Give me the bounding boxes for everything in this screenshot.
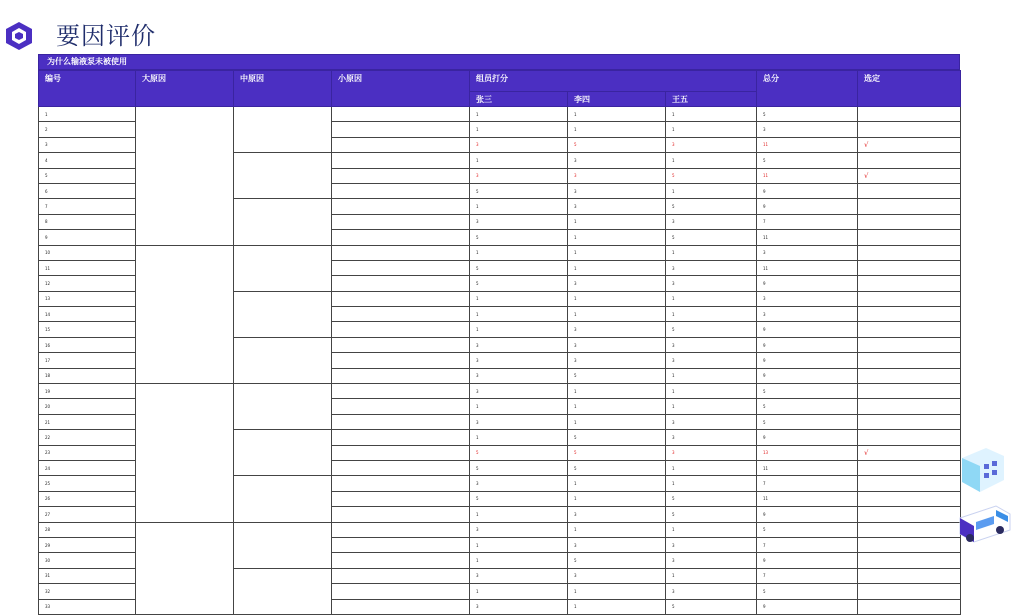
score-cell: 3 (568, 183, 666, 198)
score-cell: 5 (470, 260, 568, 275)
total-cell: 9 (757, 553, 858, 568)
score-cell: 1 (470, 537, 568, 552)
select-cell (858, 491, 961, 506)
score-cell: 5 (568, 445, 666, 460)
total-cell: 5 (757, 584, 858, 599)
select-cell (858, 230, 961, 245)
score-cell: 3 (666, 445, 757, 460)
score-cell: 3 (470, 168, 568, 183)
row-number-cell: 15 (39, 322, 136, 337)
mid-cause-cell (234, 291, 332, 337)
score-cell: 1 (470, 584, 568, 599)
score-cell: 1 (666, 153, 757, 168)
score-cell: 3 (568, 199, 666, 214)
select-cell (858, 476, 961, 491)
select-cell (858, 153, 961, 168)
score-cell: 1 (470, 507, 568, 522)
total-cell: 9 (757, 368, 858, 383)
small-cause-cell (332, 199, 470, 214)
score-cell: 1 (470, 122, 568, 137)
score-cell: 3 (470, 214, 568, 229)
total-cell: 9 (757, 183, 858, 198)
row-number-cell: 20 (39, 399, 136, 414)
score-cell: 5 (666, 168, 757, 183)
score-cell: 1 (568, 307, 666, 322)
select-cell (858, 322, 961, 337)
small-cause-cell (332, 122, 470, 137)
small-cause-cell (332, 307, 470, 322)
select-cell (858, 599, 961, 614)
score-cell: 3 (470, 599, 568, 614)
select-cell (858, 553, 961, 568)
score-cell: 5 (568, 430, 666, 445)
row-number-cell: 9 (39, 230, 136, 245)
score-cell: 5 (470, 460, 568, 475)
score-cell: 3 (666, 337, 757, 352)
score-cell: 3 (666, 414, 757, 429)
score-cell: 3 (666, 584, 757, 599)
score-cell: 5 (666, 199, 757, 214)
row-number-cell: 11 (39, 260, 136, 275)
big-cause-cell (136, 522, 234, 614)
score-cell: 1 (666, 460, 757, 475)
total-cell: 5 (757, 384, 858, 399)
check-mark-icon: √ (864, 171, 869, 180)
score-cell: 3 (666, 553, 757, 568)
select-cell (858, 537, 961, 552)
mid-cause-cell (234, 245, 332, 291)
mid-cause-cell (234, 568, 332, 614)
score-cell: 3 (666, 537, 757, 552)
total-cell: 5 (757, 153, 858, 168)
table-body (39, 107, 961, 615)
row-number-cell: 31 (39, 568, 136, 583)
total-cell: 3 (757, 122, 858, 137)
col-header-mid-cause: 中原因 (234, 71, 332, 107)
small-cause-cell (332, 322, 470, 337)
mid-cause-cell (234, 107, 332, 153)
score-cell: 5 (470, 183, 568, 198)
score-cell: 3 (568, 276, 666, 291)
total-cell: 13 (757, 445, 858, 460)
total-cell: 11 (757, 137, 858, 152)
row-number-cell: 13 (39, 291, 136, 306)
row-number-cell: 6 (39, 183, 136, 198)
row-number-cell: 23 (39, 445, 136, 460)
score-cell: 1 (568, 245, 666, 260)
score-cell: 5 (568, 137, 666, 152)
total-cell: 9 (757, 199, 858, 214)
score-cell: 1 (666, 291, 757, 306)
row-number-cell: 14 (39, 307, 136, 322)
select-cell (858, 199, 961, 214)
score-cell: 1 (568, 214, 666, 229)
small-cause-cell (332, 245, 470, 260)
score-cell: 1 (666, 245, 757, 260)
small-cause-cell (332, 230, 470, 245)
small-cause-cell (332, 460, 470, 475)
mid-cause-cell (234, 199, 332, 245)
score-cell: 1 (470, 291, 568, 306)
slide-header (0, 0, 1024, 52)
total-cell: 7 (757, 568, 858, 583)
row-number-cell: 30 (39, 553, 136, 568)
score-cell: 1 (666, 122, 757, 137)
row-number-cell: 32 (39, 584, 136, 599)
col-header-no: 编号 (39, 71, 136, 107)
select-cell (858, 214, 961, 229)
score-cell: 3 (568, 322, 666, 337)
row-number-cell: 7 (39, 199, 136, 214)
score-cell: 3 (568, 507, 666, 522)
score-cell: 1 (666, 568, 757, 583)
small-cause-cell (332, 522, 470, 537)
score-cell: 3 (470, 368, 568, 383)
col-header-small-cause: 小原因 (332, 71, 470, 107)
score-cell: 3 (470, 353, 568, 368)
row-number-cell: 21 (39, 414, 136, 429)
col-header-score: 组员打分 (470, 71, 757, 92)
select-cell (858, 430, 961, 445)
row-number-cell: 8 (39, 214, 136, 229)
score-cell: 3 (666, 260, 757, 275)
score-cell: 3 (666, 137, 757, 152)
small-cause-cell (332, 353, 470, 368)
small-cause-cell (332, 553, 470, 568)
small-cause-cell (332, 168, 470, 183)
row-number-cell: 3 (39, 137, 136, 152)
select-cell (858, 414, 961, 429)
score-cell: 5 (470, 276, 568, 291)
total-cell: 11 (757, 230, 858, 245)
small-cause-cell (332, 537, 470, 552)
small-cause-cell (332, 276, 470, 291)
score-cell: 1 (666, 522, 757, 537)
row-number-cell: 33 (39, 599, 136, 614)
score-cell: 1 (568, 399, 666, 414)
score-cell: 3 (568, 337, 666, 352)
score-cell: 3 (470, 414, 568, 429)
score-cell: 1 (568, 107, 666, 122)
score-cell: 5 (568, 553, 666, 568)
score-cell: 3 (568, 568, 666, 583)
total-cell: 9 (757, 337, 858, 352)
small-cause-cell (332, 476, 470, 491)
score-cell: 1 (568, 522, 666, 537)
score-cell: 5 (568, 368, 666, 383)
score-cell: 5 (666, 322, 757, 337)
score-cell: 3 (666, 276, 757, 291)
select-cell (858, 353, 961, 368)
score-cell: 5 (666, 230, 757, 245)
score-cell: 5 (470, 445, 568, 460)
score-cell: 1 (470, 307, 568, 322)
small-cause-cell (332, 291, 470, 306)
small-cause-cell (332, 599, 470, 614)
total-cell: 9 (757, 353, 858, 368)
select-cell (858, 260, 961, 275)
row-number-cell: 1 (39, 107, 136, 122)
total-cell: 5 (757, 414, 858, 429)
score-cell: 1 (568, 414, 666, 429)
small-cause-cell (332, 445, 470, 460)
score-cell: 5 (470, 230, 568, 245)
big-cause-cell (136, 384, 234, 523)
score-cell: 1 (568, 476, 666, 491)
row-number-cell: 29 (39, 537, 136, 552)
score-cell: 1 (470, 399, 568, 414)
score-cell: 1 (568, 122, 666, 137)
row-number-cell: 5 (39, 168, 136, 183)
score-cell: 3 (470, 337, 568, 352)
select-cell (858, 507, 961, 522)
table-row (39, 384, 961, 399)
row-number-cell: 18 (39, 368, 136, 383)
col-header-big-cause: 大原因 (136, 71, 234, 107)
total-cell: 9 (757, 599, 858, 614)
score-cell: 1 (470, 430, 568, 445)
check-mark-icon: √ (864, 140, 869, 149)
rater-header: 张三 (470, 92, 568, 107)
score-cell: 3 (568, 537, 666, 552)
small-cause-cell (332, 384, 470, 399)
score-cell: 5 (666, 507, 757, 522)
score-cell: 5 (470, 491, 568, 506)
score-cell: 3 (666, 430, 757, 445)
hexagon-logo-icon (4, 21, 34, 51)
rater-header: 王五 (666, 92, 757, 107)
table-row (39, 245, 961, 260)
row-number-cell: 10 (39, 245, 136, 260)
score-cell: 1 (470, 245, 568, 260)
small-cause-cell (332, 584, 470, 599)
select-cell (858, 122, 961, 137)
check-mark-icon: √ (864, 448, 869, 457)
score-cell: 3 (470, 522, 568, 537)
small-cause-cell (332, 399, 470, 414)
total-cell: 7 (757, 476, 858, 491)
score-cell: 1 (666, 183, 757, 198)
page-title: 要因评价 (56, 22, 156, 50)
mid-cause-cell (234, 384, 332, 430)
score-cell: 3 (470, 568, 568, 583)
select-cell (858, 245, 961, 260)
select-cell (858, 368, 961, 383)
select-cell (858, 137, 961, 152)
total-cell: 3 (757, 307, 858, 322)
score-cell: 1 (470, 553, 568, 568)
score-cell: 3 (470, 137, 568, 152)
score-cell: 1 (666, 307, 757, 322)
score-cell: 5 (568, 460, 666, 475)
score-cell: 1 (666, 368, 757, 383)
total-cell: 9 (757, 430, 858, 445)
small-cause-cell (332, 507, 470, 522)
score-cell: 3 (470, 476, 568, 491)
select-cell (858, 168, 961, 183)
rater-header: 李四 (568, 92, 666, 107)
small-cause-cell (332, 260, 470, 275)
score-cell: 1 (568, 260, 666, 275)
score-cell: 1 (568, 599, 666, 614)
big-cause-cell (136, 107, 234, 246)
score-cell: 3 (568, 353, 666, 368)
score-cell: 1 (470, 107, 568, 122)
select-cell (858, 522, 961, 537)
table-caption: 为什么输液泵未被使用 (38, 54, 960, 70)
select-cell (858, 107, 961, 122)
total-cell: 7 (757, 537, 858, 552)
row-number-cell: 24 (39, 460, 136, 475)
medical-building-illustration (958, 440, 1008, 496)
row-number-cell: 27 (39, 507, 136, 522)
score-cell: 3 (666, 214, 757, 229)
small-cause-cell (332, 137, 470, 152)
mid-cause-cell (234, 522, 332, 568)
score-cell: 1 (568, 491, 666, 506)
col-header-select: 选定 (858, 71, 961, 107)
select-cell (858, 307, 961, 322)
select-cell (858, 399, 961, 414)
small-cause-cell (332, 107, 470, 122)
select-cell (858, 291, 961, 306)
row-number-cell: 17 (39, 353, 136, 368)
score-cell: 5 (666, 599, 757, 614)
evaluation-table (38, 70, 961, 615)
score-cell: 5 (666, 491, 757, 506)
small-cause-cell (332, 337, 470, 352)
score-cell: 3 (470, 384, 568, 399)
score-cell: 1 (666, 399, 757, 414)
score-cell: 1 (666, 384, 757, 399)
table-row (39, 522, 961, 537)
total-cell: 5 (757, 399, 858, 414)
evaluation-table-container (38, 54, 960, 615)
total-cell: 5 (757, 107, 858, 122)
score-cell: 1 (470, 153, 568, 168)
score-cell: 1 (470, 199, 568, 214)
score-cell: 3 (666, 353, 757, 368)
total-cell: 3 (757, 245, 858, 260)
mid-cause-cell (234, 337, 332, 383)
score-cell: 1 (666, 476, 757, 491)
row-number-cell: 26 (39, 491, 136, 506)
select-cell (858, 584, 961, 599)
total-cell: 9 (757, 507, 858, 522)
small-cause-cell (332, 491, 470, 506)
col-header-total: 总分 (757, 71, 858, 107)
total-cell: 3 (757, 291, 858, 306)
total-cell: 11 (757, 491, 858, 506)
row-number-cell: 12 (39, 276, 136, 291)
ambulance-illustration (956, 496, 1012, 546)
select-cell (858, 460, 961, 475)
score-cell: 1 (568, 384, 666, 399)
row-number-cell: 22 (39, 430, 136, 445)
select-cell (858, 183, 961, 198)
score-cell: 1 (568, 584, 666, 599)
score-cell: 1 (568, 230, 666, 245)
score-cell: 3 (568, 168, 666, 183)
row-number-cell: 4 (39, 153, 136, 168)
score-cell: 1 (568, 291, 666, 306)
row-number-cell: 16 (39, 337, 136, 352)
row-number-cell: 2 (39, 122, 136, 137)
score-cell: 1 (666, 107, 757, 122)
mid-cause-cell (234, 476, 332, 522)
small-cause-cell (332, 368, 470, 383)
select-cell (858, 337, 961, 352)
small-cause-cell (332, 430, 470, 445)
select-cell (858, 276, 961, 291)
total-cell: 11 (757, 168, 858, 183)
row-number-cell: 19 (39, 384, 136, 399)
row-number-cell: 28 (39, 522, 136, 537)
row-number-cell: 25 (39, 476, 136, 491)
total-cell: 11 (757, 260, 858, 275)
mid-cause-cell (234, 430, 332, 476)
total-cell: 9 (757, 276, 858, 291)
small-cause-cell (332, 183, 470, 198)
small-cause-cell (332, 414, 470, 429)
total-cell: 11 (757, 460, 858, 475)
small-cause-cell (332, 153, 470, 168)
total-cell: 9 (757, 322, 858, 337)
select-cell (858, 445, 961, 460)
total-cell: 5 (757, 522, 858, 537)
select-cell (858, 384, 961, 399)
big-cause-cell (136, 245, 234, 384)
small-cause-cell (332, 214, 470, 229)
total-cell: 7 (757, 214, 858, 229)
score-cell: 1 (470, 322, 568, 337)
table-row (39, 107, 961, 122)
mid-cause-cell (234, 153, 332, 199)
score-cell: 3 (568, 153, 666, 168)
